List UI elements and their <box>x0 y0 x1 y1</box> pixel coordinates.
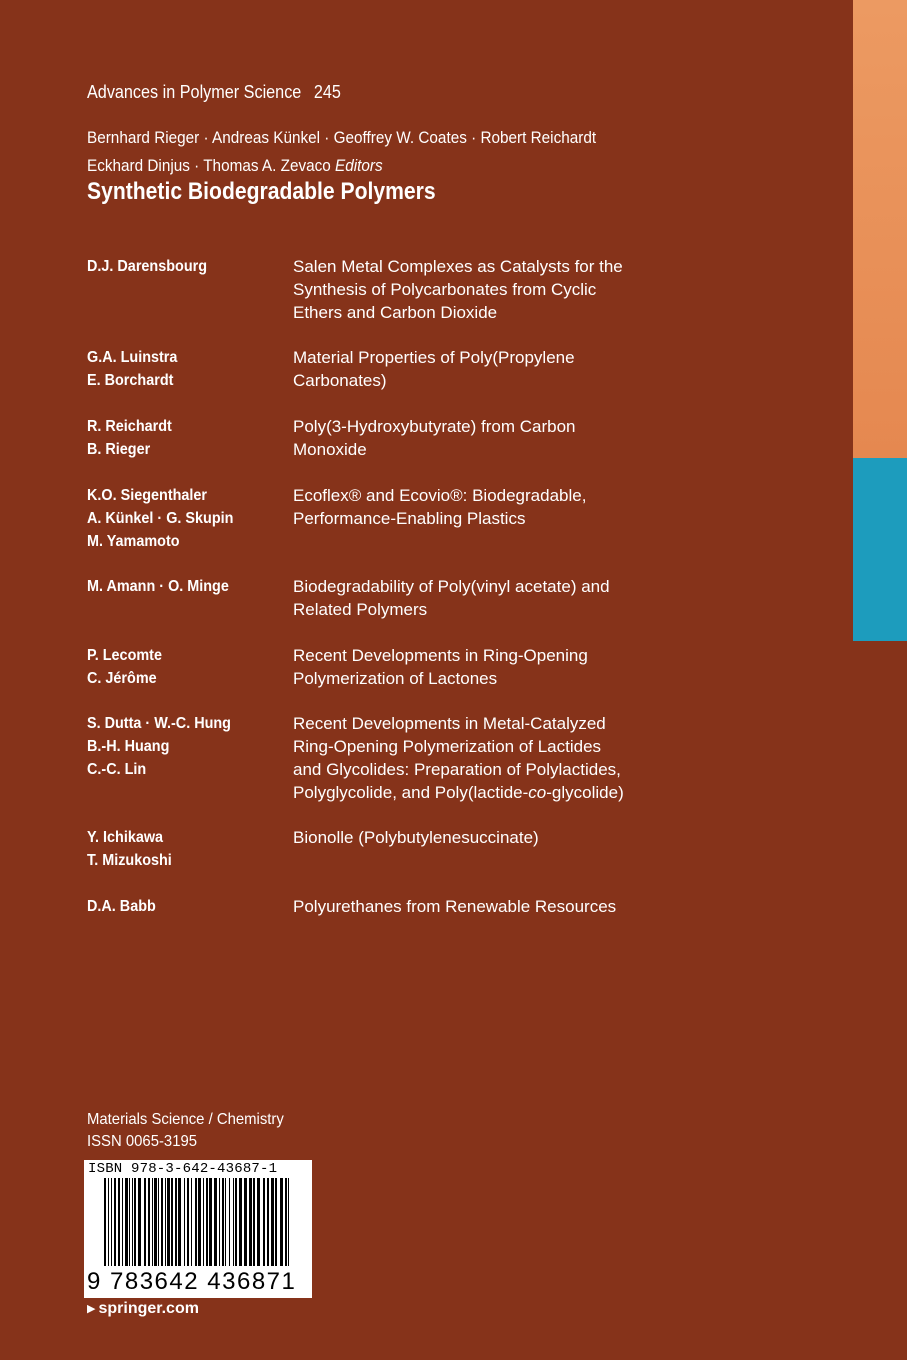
subject-category: Materials Science / Chemistry <box>87 1111 284 1128</box>
toc-author-line: M. Yamamoto <box>87 533 180 550</box>
series-volume: 245 <box>313 82 341 102</box>
barcode-bar <box>175 1178 177 1266</box>
barcode-bar <box>235 1178 237 1266</box>
toc-title-line: Recent Developments in Ring-Opening <box>293 646 588 665</box>
toc-author-line: Y. Ichikawa <box>87 829 164 846</box>
barcode-bar <box>239 1178 242 1266</box>
toc-chapter-title <box>293 346 653 392</box>
toc-author-line: R. Reichardt <box>87 418 172 435</box>
barcode-bar <box>134 1178 136 1266</box>
toc-title-line: Polyglycolide, and Poly(lactide-co-glycolide) <box>293 783 624 802</box>
barcode-bar <box>154 1178 157 1266</box>
barcode-bars <box>104 1178 294 1268</box>
editors-block <box>87 124 596 180</box>
barcode-bar <box>125 1178 128 1266</box>
barcode-bar <box>225 1178 226 1266</box>
barcode-bar <box>206 1178 208 1266</box>
barcode-bar <box>161 1178 163 1266</box>
barcode-bar <box>108 1178 109 1266</box>
barcode-digits: 9 783642 436871 <box>87 1268 297 1295</box>
website-link[interactable]: springer.com <box>98 1300 199 1317</box>
barcode-bar <box>214 1178 217 1266</box>
toc-author-line: K.O. Siegenthaler <box>87 487 208 504</box>
barcode-bar <box>219 1178 220 1266</box>
barcode-bar <box>152 1178 153 1266</box>
series-header <box>87 82 341 103</box>
toc-title-line: Salen Metal Complexes as Catalysts for the <box>293 257 623 276</box>
editors-role: Editors <box>335 156 383 175</box>
barcode-bar <box>288 1178 289 1266</box>
series-name: Advances in Polymer Science <box>87 82 302 102</box>
barcode-isbn-label: ISBN 978-3-642-43687-1 <box>88 1161 278 1177</box>
toc-title-line: Recent Developments in Metal-Catalyzed <box>293 714 606 733</box>
barcode-bar <box>122 1178 123 1266</box>
toc-author-line: E. Borchardt <box>87 372 174 389</box>
cover-accent-stripe-blue <box>853 458 907 641</box>
barcode-bar <box>148 1178 150 1266</box>
barcode-bar <box>285 1178 287 1266</box>
barcode-bar <box>253 1178 255 1266</box>
toc-chapter-title <box>293 826 653 849</box>
toc-author-line: T. Mizukoshi <box>87 852 172 869</box>
barcode-bar <box>195 1178 197 1266</box>
toc-title-line: Biodegradability of Poly(vinyl acetate) and <box>293 577 610 596</box>
toc-authors <box>87 484 267 553</box>
toc-author-line: B. Rieger <box>87 441 151 458</box>
toc-authors <box>87 346 267 392</box>
barcode-bar <box>229 1178 230 1266</box>
toc-chapter-title <box>293 895 653 918</box>
toc-title-line: Poly(3-Hydroxybutyrate) from Carbon <box>293 417 576 436</box>
cover-accent-stripe-orange <box>853 0 907 458</box>
toc-title-line: Ring-Opening Polymerization of Lactides <box>293 737 602 756</box>
barcode-bar <box>118 1178 120 1266</box>
barcode-bar <box>104 1178 106 1266</box>
toc-authors <box>87 415 267 461</box>
barcode-bar <box>280 1178 283 1266</box>
toc-chapter-title <box>293 575 653 621</box>
barcode-bar <box>263 1178 265 1266</box>
toc-title-line: Synthesis of Polycarbonates from Cyclic <box>293 280 597 299</box>
editors-names-2: Eckhard Dinjus · Thomas A. Zevaco <box>87 156 331 175</box>
issn: ISSN 0065-3195 <box>87 1133 198 1150</box>
barcode-bar <box>129 1178 130 1266</box>
toc-author-line: C. Jérôme <box>87 670 157 687</box>
barcode-bar <box>111 1178 112 1266</box>
barcode-bar <box>244 1178 247 1266</box>
barcode-bar <box>138 1178 141 1266</box>
barcode-bar <box>275 1178 277 1266</box>
barcode-bar <box>114 1178 116 1266</box>
editors-line-1: Bernhard Rieger · Andreas Künkel · Geoffrey W. Coates · Robert Reichardt <box>87 128 597 147</box>
toc-title-line: Material Properties of Poly(Propylene <box>293 348 575 367</box>
toc-authors <box>87 575 267 598</box>
toc-authors <box>87 895 267 918</box>
toc-author-line: D.A. Babb <box>87 898 156 915</box>
barcode-bar <box>249 1178 252 1266</box>
barcode-bar <box>184 1178 185 1266</box>
toc-authors <box>87 644 267 690</box>
toc-author-line: P. Lecomte <box>87 647 162 664</box>
barcode-bar <box>222 1178 224 1266</box>
toc-author-line: S. Dutta · W.-C. Hung <box>87 715 231 732</box>
barcode-bar <box>167 1178 170 1266</box>
toc-title-line: Ecoflex® and Ecovio®: Biodegradable, <box>293 486 587 505</box>
toc-author-line: C.-C. Lin <box>87 761 147 778</box>
barcode-bar <box>171 1178 173 1266</box>
toc-chapter-title <box>293 255 653 324</box>
barcode-bar <box>144 1178 146 1266</box>
book-title: Synthetic Biodegradable Polymers <box>87 178 436 205</box>
toc-title-line: Carbonates) <box>293 371 387 390</box>
barcode-bar <box>158 1178 159 1266</box>
barcode-bar <box>165 1178 166 1266</box>
toc-title-line: Bionolle (Polybutylenesuccinate) <box>293 828 539 847</box>
toc-author-line: B.-H. Huang <box>87 738 170 755</box>
arrow-right-icon: ▶ <box>87 1303 96 1315</box>
toc-chapter-title <box>293 712 653 804</box>
toc-title-line: Polymerization of Lactones <box>293 669 498 688</box>
toc-title-line: Performance-Enabling Plastics <box>293 509 526 528</box>
barcode-bar <box>267 1178 269 1266</box>
toc-chapter-title <box>293 415 653 461</box>
toc-chapter-title <box>293 644 653 690</box>
barcode-bar <box>203 1178 204 1266</box>
barcode-bar <box>198 1178 201 1266</box>
editors-line-2 <box>87 152 596 180</box>
toc-title-line: Related Polymers <box>293 600 428 619</box>
toc-author-line: G.A. Luinstra <box>87 349 178 366</box>
toc-author-line: A. Künkel · G. Skupin <box>87 510 234 527</box>
publisher-website[interactable] <box>87 1300 199 1318</box>
toc-chapter-title <box>293 484 653 530</box>
footer-subject-block <box>87 1109 284 1153</box>
toc-title-line: Ethers and Carbon Dioxide <box>293 303 498 322</box>
barcode-bar <box>178 1178 181 1266</box>
toc-authors <box>87 712 267 781</box>
barcode-bar <box>257 1178 260 1266</box>
toc-authors <box>87 255 267 278</box>
barcode-bar <box>187 1178 189 1266</box>
toc-title-line: and Glycolides: Preparation of Polylactides, <box>293 760 621 779</box>
toc-author-line: M. Amann · O. Minge <box>87 578 229 595</box>
toc-title-line: Polyurethanes from Renewable Resources <box>293 897 617 916</box>
toc-title-line: Monoxide <box>293 440 367 459</box>
barcode-bar <box>233 1178 234 1266</box>
barcode-bar <box>132 1178 133 1266</box>
isbn-barcode <box>84 1160 312 1298</box>
barcode-bar <box>191 1178 192 1266</box>
barcode-bar <box>271 1178 274 1266</box>
toc-authors <box>87 826 267 872</box>
toc-author-line: D.J. Darensbourg <box>87 258 208 275</box>
barcode-bar <box>209 1178 212 1266</box>
